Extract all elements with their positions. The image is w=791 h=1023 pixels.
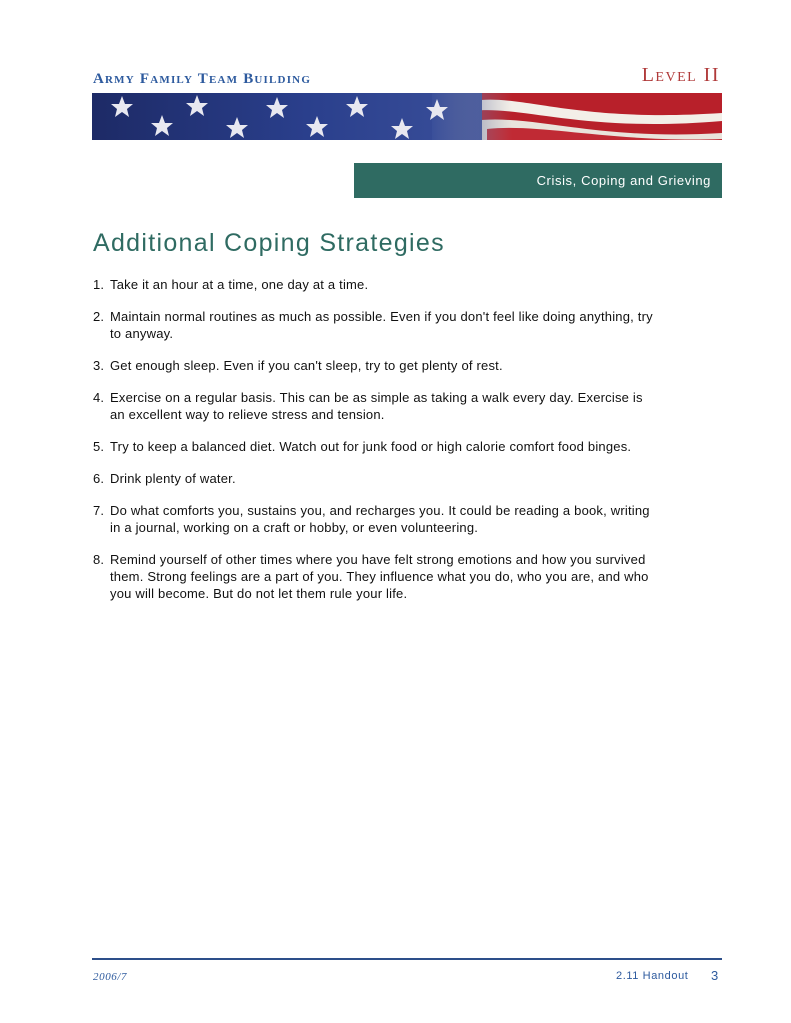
item-text: Take it an hour at a time, one day at a time. (110, 277, 369, 292)
header-program-title: Army Family Team Building (93, 71, 312, 87)
item-number: 7. (93, 503, 105, 518)
list-item (93, 470, 653, 487)
section-label: Crisis, Coping and Grieving (536, 173, 711, 188)
list-item (93, 551, 653, 602)
strategy-list (93, 276, 653, 617)
item-number: 6. (93, 471, 105, 486)
list-item (93, 389, 653, 423)
list-item (93, 357, 653, 374)
american-flag-banner-icon (92, 93, 722, 140)
footer-divider (92, 958, 722, 960)
item-number: 2. (93, 309, 105, 324)
header-level: Level II (641, 64, 720, 86)
item-text: Try to keep a balanced diet. Watch out for junk food or high calorie comfort food binges. (110, 439, 632, 454)
footer-date: 2006/7 (93, 971, 128, 983)
item-text: Get enough sleep. Even if you can't sleep, try to get plenty of rest. (110, 358, 503, 373)
item-number: 8. (93, 552, 105, 567)
item-number: 1. (93, 277, 105, 292)
item-text: Maintain normal routines as much as possible. Even if you don't feel like doing anything, try to anyway. (110, 309, 653, 341)
list-item (93, 276, 653, 293)
item-number: 5. (93, 439, 105, 454)
page-number: 3 (711, 968, 719, 983)
item-text: Remind yourself of other times where you have felt strong emotions and how you survived them. Strong feelings are a part of you. They influence what you do, who you are, and who you will become. But do not let them rule your life. (110, 552, 649, 601)
list-item (93, 438, 653, 455)
list-item (93, 308, 653, 342)
item-number: 4. (93, 390, 105, 405)
item-text: Exercise on a regular basis. This can be as simple as taking a walk every day. Exercise is an excellent way to relieve stress and tension. (110, 390, 643, 422)
item-text: Do what comforts you, sustains you, and recharges you. It could be reading a book, writing in a journal, working on a craft or hobby, or even volunteering. (110, 503, 650, 535)
list-item (93, 502, 653, 536)
item-text: Drink plenty of water. (110, 471, 236, 486)
page-title: Additional Coping Strategies (93, 229, 445, 257)
section-label-box (354, 163, 722, 198)
item-number: 3. (93, 358, 105, 373)
footer-handout-label: 2.11 Handout (616, 970, 689, 982)
